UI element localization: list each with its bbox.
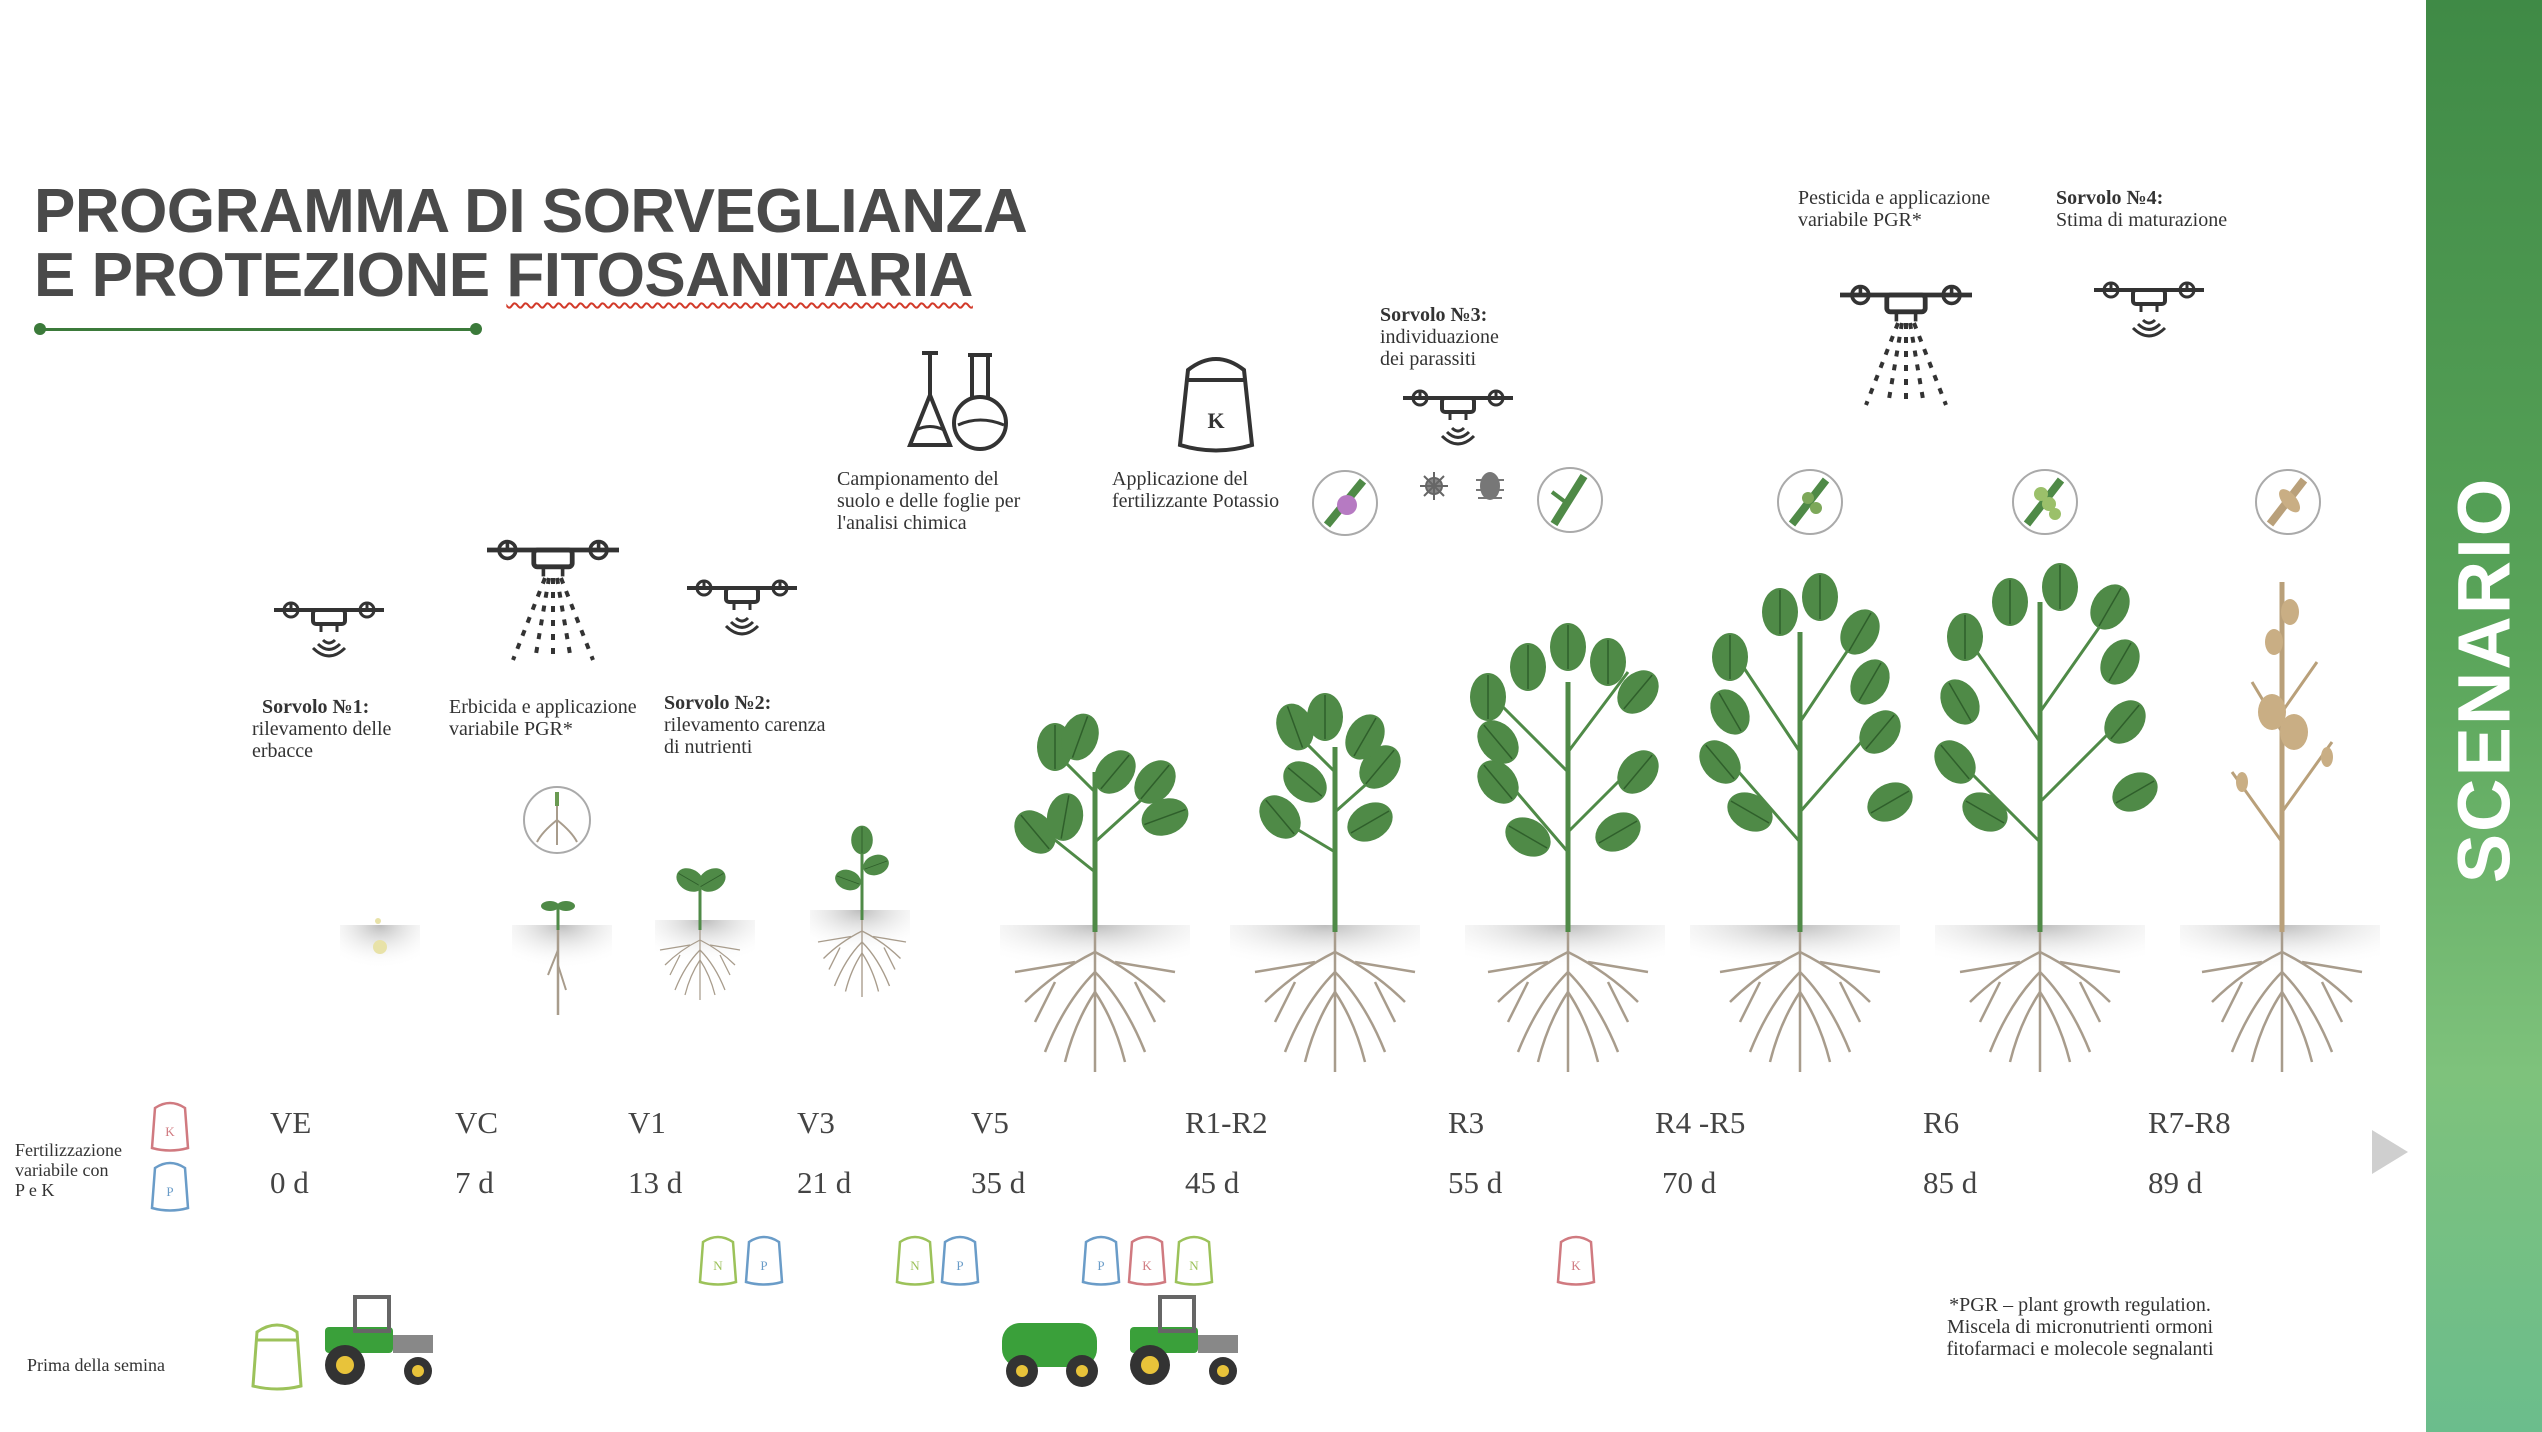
stage-day: 13 d [628, 1165, 683, 1200]
stage-day: 45 d [1185, 1165, 1240, 1200]
bag-p-label: P [956, 1258, 964, 1273]
caption-flight-4: Sorvolo №4: Stima di maturazione [2056, 187, 2228, 231]
stage-day: 21 d [797, 1165, 852, 1200]
stage-day: 7 d [455, 1165, 494, 1200]
caption-flight-1: Sorvolo №1: [262, 696, 370, 718]
legend-bag-p-label: P [166, 1184, 174, 1199]
stage-day: 85 d [1923, 1165, 1978, 1200]
caption-herbicide: Erbicida e applicazione variabile PGR* [449, 696, 637, 740]
stage-day: 89 d [2148, 1165, 2203, 1200]
stage-label: R7-R8 [2148, 1105, 2231, 1140]
before-sowing-label: Prima della semina [27, 1355, 165, 1375]
stage-label: V5 [971, 1105, 1009, 1140]
stage-label: VE [270, 1105, 312, 1140]
bag-n-label: N [713, 1258, 723, 1273]
pgr-footnote: *PGR – plant growth regulation. Miscela di micronutrienti ormoni fitofarmaci e molecole segnalanti [1946, 1294, 2214, 1360]
stage-label: V1 [628, 1105, 666, 1140]
stage-day: 55 d [1448, 1165, 1503, 1200]
bag-p-label: P [760, 1258, 768, 1273]
stage-day: 70 d [1662, 1165, 1717, 1200]
scenario-label: SCENARIO [2442, 476, 2526, 884]
stage-label: R6 [1923, 1105, 1960, 1140]
caption-pesticide: Pesticida e applicazione variabile PGR* [1798, 187, 1991, 231]
title-line-1: PROGRAMMA DI SORVEGLIANZA [34, 177, 1028, 246]
caption-flight-1-text: rilevamento delle erbacce [252, 718, 392, 762]
stage-label: V3 [797, 1105, 835, 1140]
caption-flight-2: Sorvolo №2: rilevamento carenza di nutrienti [664, 692, 826, 758]
stage-label: R4 -R5 [1655, 1105, 1746, 1140]
stage-day: 0 d [270, 1165, 309, 1200]
caption-sampling: Campionamento del suolo e delle foglie per l'analisi chimica [837, 468, 1021, 534]
caption-flight-3: Sorvolo №3: individuazione dei parassiti [1380, 304, 1499, 370]
scenario-sidebar[interactable] [2426, 0, 2542, 1432]
sack-k-label: K [1207, 408, 1225, 433]
stage-label: R3 [1448, 1105, 1485, 1140]
caption-potassium: Applicazione del fertilizzante Potassio [1112, 468, 1280, 512]
legend-bag-k-label: K [165, 1124, 175, 1139]
fertilization-legend: Fertilizzazione variabile con P e K [15, 1140, 122, 1200]
stage-day: 35 d [971, 1165, 1026, 1200]
title-line-2a: E PROTEZIONE [34, 241, 507, 310]
title-line-2b: FITOSANITARIA [506, 241, 973, 310]
stage-label: R1-R2 [1185, 1105, 1268, 1140]
bag-k-label: K [1142, 1258, 1152, 1273]
bag-p-label: P [1097, 1258, 1105, 1273]
bag-n-label: N [1189, 1258, 1199, 1273]
stage-label: VC [455, 1105, 499, 1140]
bag-k-label: K [1571, 1258, 1581, 1273]
bag-n-label: N [910, 1258, 920, 1273]
